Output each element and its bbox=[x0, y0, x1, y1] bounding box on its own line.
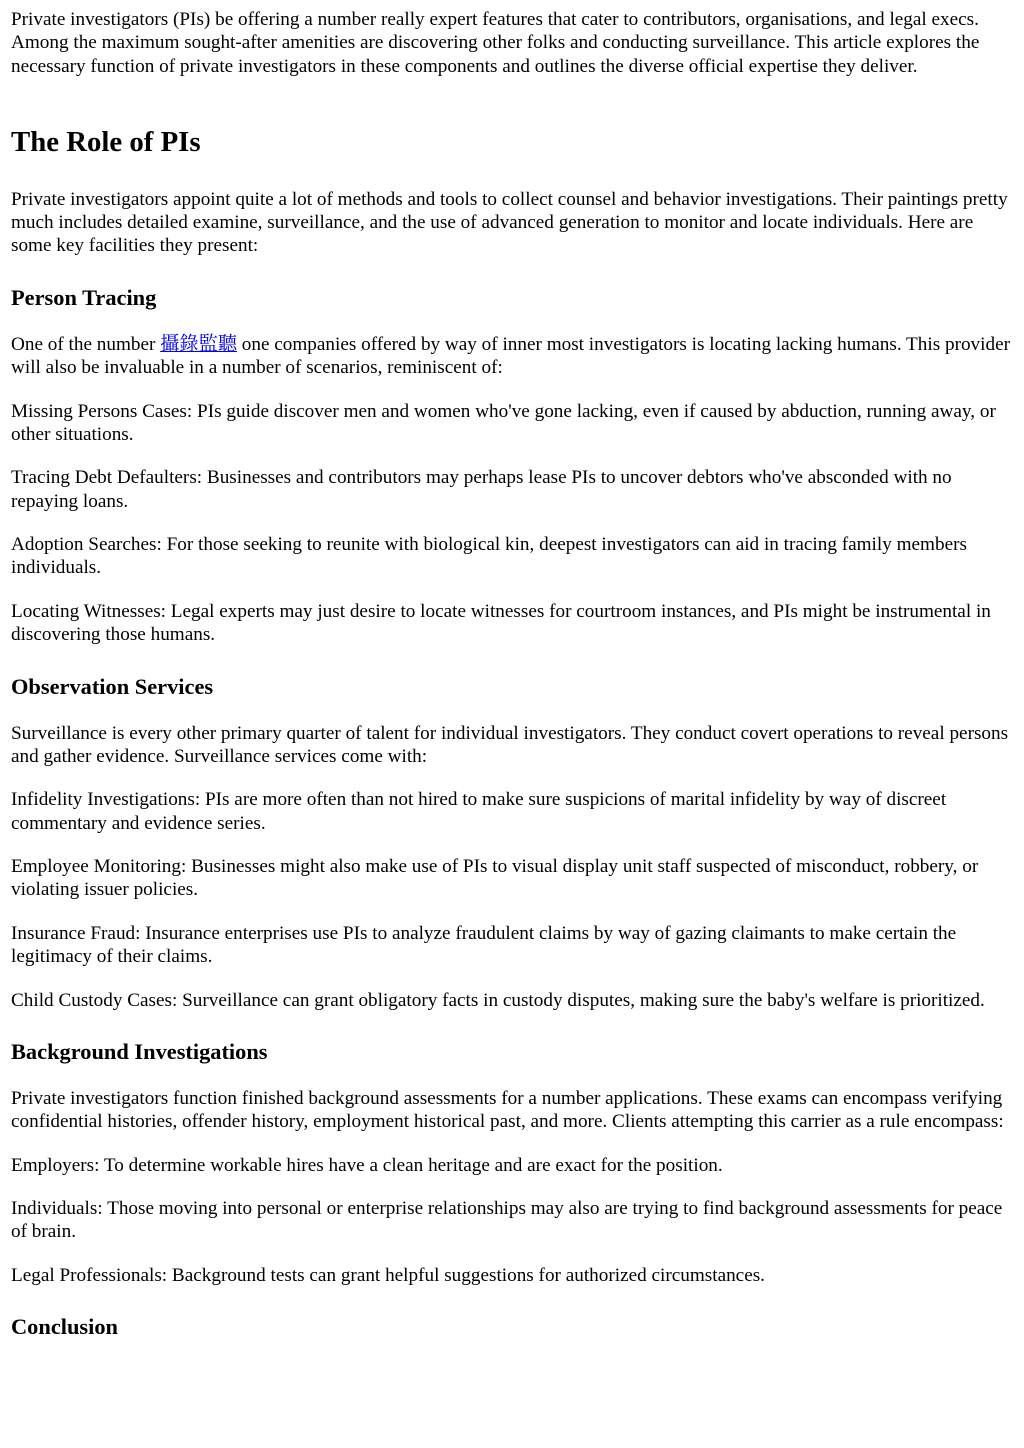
observation-item: Employee Monitoring: Businesses might also make use of PIs to visual display unit staff suspected of misconduct, robbery, or violating issuer policies. bbox=[11, 856, 979, 901]
role-heading: The Role of PIs bbox=[11, 125, 201, 158]
intro-paragraph: Private investigators (PIs) be offering a number really expert features that cater to contributors, organisations, and legal execs. Among the maximum sought-after amenities are discovering other folks and conducting surveillance. This article explores the necessary function of private investigators in these components and outlines the diverse official expertise they deliver. bbox=[11, 9, 980, 77]
tracing-item: Adoption Searches: For those seeking to reunite with biological kin, deepest investigators can aid in tracing family members individuals. bbox=[11, 534, 967, 579]
background-heading: Background Investigations bbox=[11, 1038, 268, 1064]
tracing-item: Tracing Debt Defaulters: Businesses and contributors may perhaps lease PIs to uncover debtors who've absconded with no repaying loans. bbox=[11, 467, 952, 512]
tracing-lead-after: one companies offered by way of inner most investigators is locating lacking humans. This provider will also be invaluable in a number of scenarios, reminiscent of: bbox=[11, 333, 1010, 379]
role-paragraph: Private investigators appoint quite a lot of methods and tools to collect counsel and behavior investigations. Their paintings pretty much includes detailed examine, surveillance, and the use of advanced generation to monitor and locate individuals. Here are some key facilities they present: bbox=[11, 188, 1008, 257]
observation-item: Infidelity Investigations: PIs are more often than not hired to make sure suspicions of marital infidelity by way of discreet commentary and evidence series. bbox=[11, 789, 947, 834]
tracing-lead-paragraph bbox=[11, 333, 1013, 380]
background-item: Individuals: Those moving into personal or enterprise relationships may also are trying to find background assessments for peace of brain. bbox=[11, 1198, 1003, 1243]
observation-heading: Observation Services bbox=[11, 673, 214, 699]
background-item: Legal Professionals: Background tests can grant helpful suggestions for authorized circumstances. bbox=[11, 1264, 765, 1286]
observation-item: Insurance Fraud: Insurance enterprises use PIs to analyze fraudulent claims by way of gazing claimants to make certain the legitimacy of their claims. bbox=[11, 922, 957, 968]
conclusion-heading: Conclusion bbox=[11, 1314, 119, 1340]
tracing-item: Missing Persons Cases: PIs guide discover men and women who've gone lacking, even if caused by abduction, running away, or other situations. bbox=[11, 400, 996, 445]
surveillance-link[interactable]: 攝錄監聽 bbox=[160, 333, 237, 355]
background-item: Employers: To determine workable hires have a clean heritage and are exact for the position. bbox=[11, 1154, 723, 1176]
observation-lead-paragraph: Surveillance is every other primary quarter of talent for individual investigators. They conduct covert operations to reveal persons and gather evidence. Surveillance services come with: bbox=[11, 722, 1009, 767]
tracing-lead-before: One of the number bbox=[11, 333, 161, 355]
tracing-heading: Person Tracing bbox=[11, 284, 157, 310]
background-lead-paragraph: Private investigators function finished background assessments for a number applications. These exams can encompass verifying confidential histories, offender history, employment historical past, and more. Clients attempting this carrier as a rule encompass: bbox=[11, 1087, 1004, 1133]
tracing-item: Locating Witnesses: Legal experts may just desire to locate witnesses for courtroom instances, and PIs might be instrumental in discovering those humans. bbox=[11, 600, 991, 646]
observation-item: Child Custody Cases: Surveillance can grant obligatory facts in custody disputes, making sure the baby's welfare is prioritized. bbox=[11, 989, 985, 1011]
